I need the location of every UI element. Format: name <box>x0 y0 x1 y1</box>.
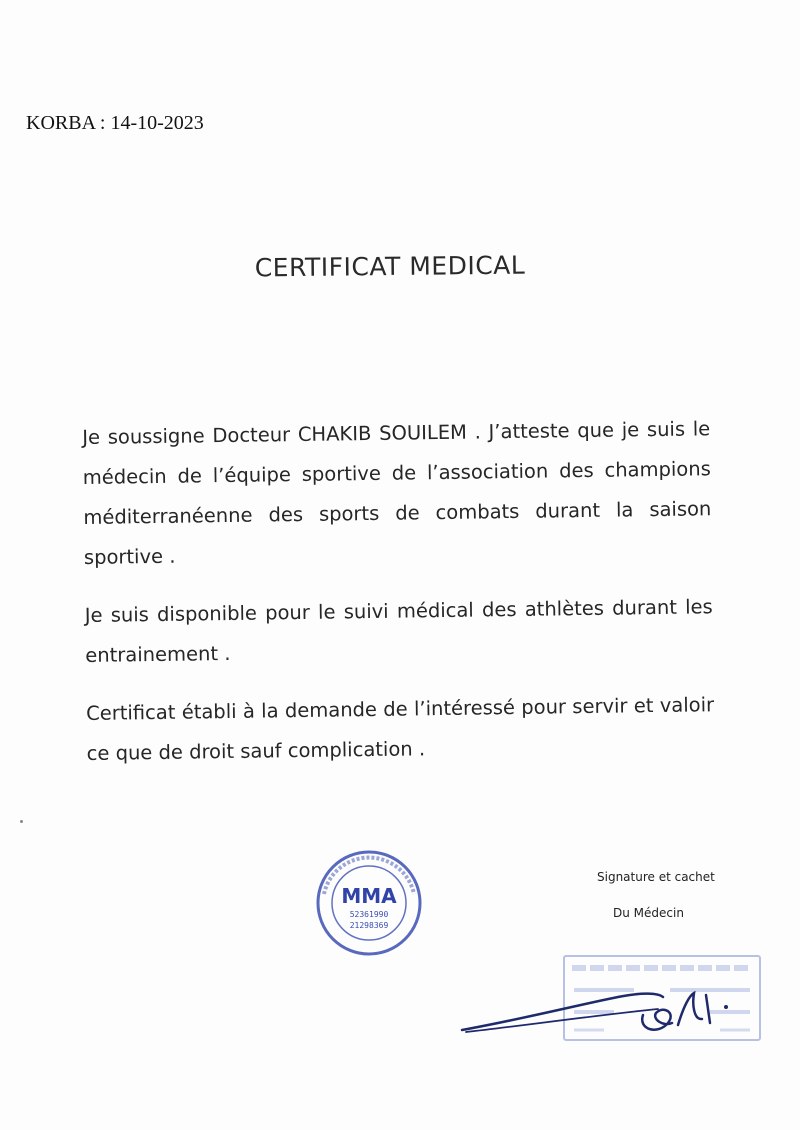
doctor-signature-icon <box>458 975 748 1040</box>
signature-sublabel: Du Médecin <box>613 906 684 920</box>
association-stamp-icon <box>314 848 424 958</box>
paragraph-attestation: Je soussigne Docteur CHAKIB SOUILEM . J’atteste que je suis le médecin de l’équipe sportive de l’association des champions méditerranéenne des sports de combats durant la saison sportive . <box>82 417 712 569</box>
signature-label: Signature et cachet <box>597 870 715 884</box>
paragraph-availability: Je suis disponible pour le suivi médical des athlètes durant les entrainement . <box>84 595 713 667</box>
stamp-number-1: 52361990 <box>349 910 389 919</box>
place-date: KORBA : 14-10-2023 <box>26 112 204 134</box>
scan-speck <box>20 820 23 823</box>
document-title: CERTIFICAT MEDICAL <box>254 250 526 283</box>
stamp-number-2: 21298369 <box>349 921 389 930</box>
stamp-logo-text: MMA <box>341 884 397 908</box>
certificate-body <box>82 409 715 792</box>
paragraph-purpose: Certificat établi à la demande de l’intéressé pour servir et valoir ce que de droit sauf complication . <box>85 693 715 765</box>
